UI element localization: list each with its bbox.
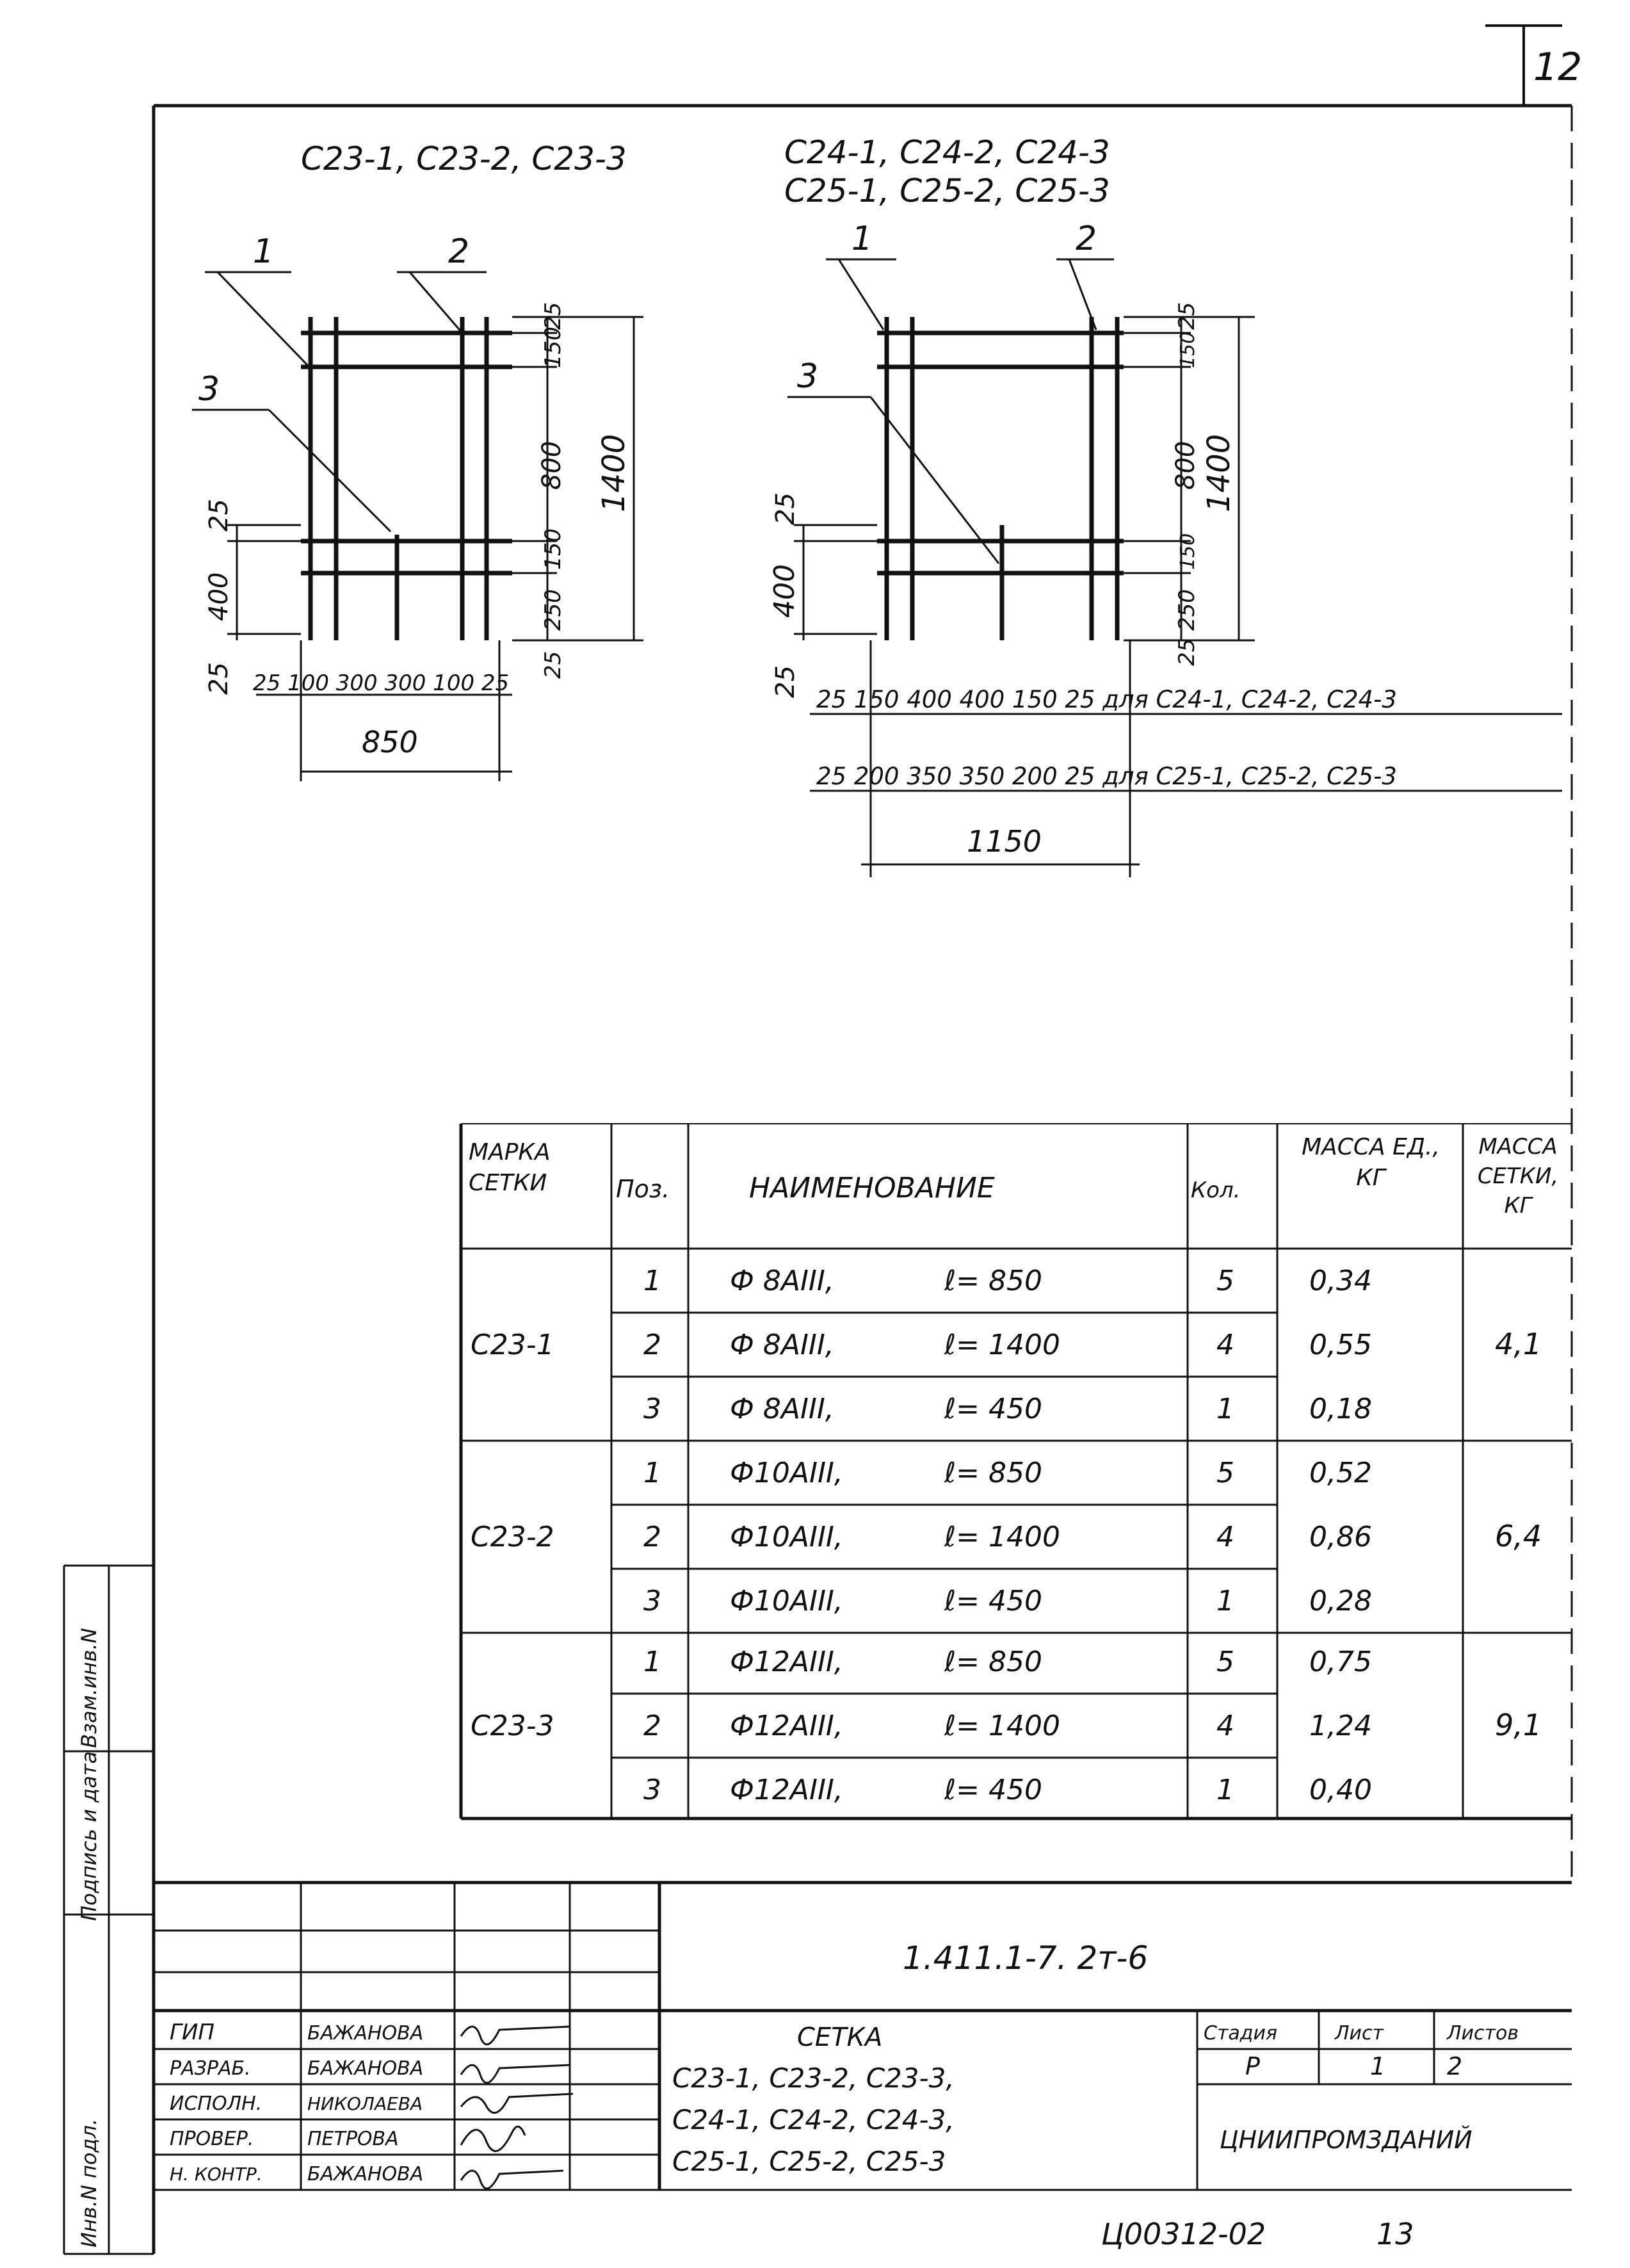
tb-doc-line: С24-1, С24-2, С24-3, — [672, 2104, 955, 2135]
tb-sheets-label: Листов — [1447, 2022, 1519, 2045]
table-pos: 3 — [643, 1774, 661, 1806]
pos-label-1-left: 1 — [253, 232, 275, 271]
table-qty: 1 — [1216, 1774, 1234, 1806]
pos-label-1-right: 1 — [851, 220, 873, 258]
header-total-mass: МАССА СЕТКИ, КГ — [1477, 1134, 1559, 1219]
tb-role: РАЗРАБ. — [170, 2057, 251, 2080]
pos-label-2-left: 2 — [448, 232, 470, 271]
table-pos: 2 — [643, 1710, 661, 1742]
tb-name: БАЖАНОВА — [307, 2022, 424, 2045]
table-mass: 1,24 — [1309, 1710, 1372, 1742]
header-name: НАИМЕНОВАНИЕ — [749, 1172, 995, 1204]
table-mass: 0,18 — [1309, 1393, 1372, 1425]
tb-sheet: 1 — [1370, 2052, 1386, 2080]
footer-page: 13 — [1376, 2217, 1414, 2251]
left-dim-l0: 25 — [204, 499, 234, 531]
table-mark: С23-3 — [471, 1710, 554, 1742]
table-len: ℓ= 450 — [944, 1585, 1043, 1617]
table-qty: 5 — [1216, 1265, 1234, 1297]
tb-name: ПЕТРОВА — [307, 2128, 399, 2150]
table-qty: 4 — [1216, 1521, 1234, 1553]
left-dim-r5: 25 — [540, 651, 566, 679]
right-dim-chain-1: 25 150 400 400 150 25 для С24-1, С24-2, С24-3 — [816, 686, 1397, 713]
left-dim-r4: 250 — [540, 589, 566, 631]
left-dim-bottom-chain: 25 100 300 300 100 25 — [253, 670, 510, 696]
right-dim-r1: 150 — [1177, 331, 1199, 368]
pos-label-3-right: 3 — [797, 357, 819, 396]
tb-organization: ЦНИИПРОМЗДАНИЙ — [1220, 2126, 1473, 2154]
table-len: ℓ= 450 — [944, 1774, 1043, 1806]
table-pos: 1 — [643, 1646, 661, 1678]
right-dim-chain-2: 25 200 350 350 200 25 для С25-1, С25-2, С25-3 — [816, 763, 1397, 790]
tb-sheets: 2 — [1447, 2052, 1463, 2080]
side-stamp-inv: Инв.N подл. — [77, 2118, 101, 2248]
left-dim-r2: 800 — [537, 441, 567, 490]
table-pos: 2 — [643, 1521, 661, 1553]
table-mass: 0,55 — [1309, 1329, 1372, 1361]
tb-role: ПРОВЕР. — [170, 2128, 254, 2150]
table-pos: 3 — [643, 1393, 661, 1425]
pos-label-3-left: 3 — [198, 370, 220, 409]
left-dim-r3: 150 — [540, 528, 566, 570]
tb-name: БАЖАНОВА — [307, 2057, 424, 2080]
table-pos: 2 — [643, 1329, 661, 1361]
table-qty: 5 — [1216, 1457, 1234, 1489]
table-mass: 0,86 — [1309, 1521, 1372, 1553]
tb-doc-line: С23-1, С23-2, С23-3, — [672, 2062, 955, 2094]
tb-name: БАЖАНОВА — [307, 2163, 424, 2185]
right-dim-total-height: 1400 — [1201, 433, 1237, 512]
right-dim-r2: 800 — [1171, 441, 1200, 490]
left-dim-r1: 150 — [540, 327, 566, 368]
right-dim-r0: 25 — [1174, 302, 1200, 330]
tb-stage: Р — [1245, 2052, 1260, 2080]
table-name: Ф10АIII, — [730, 1521, 843, 1553]
table-name: Ф 8АIII, — [730, 1393, 834, 1425]
right-drawing-title-2: С25-1, С25-2, С25-3 — [784, 172, 1110, 209]
side-stamp-replace: Взам.инв.N — [77, 1628, 101, 1748]
table-pos: 1 — [643, 1457, 661, 1489]
sheet-number: 12 — [1533, 45, 1583, 90]
table-mass: 0,52 — [1309, 1457, 1372, 1489]
footer-code: Ц00312-02 — [1101, 2217, 1266, 2251]
right-dim-total-width: 1150 — [967, 824, 1042, 859]
table-len: ℓ= 850 — [944, 1646, 1043, 1678]
right-dim-l0: 25 — [771, 492, 800, 525]
table-pos: 1 — [643, 1265, 661, 1297]
table-total: 6,4 — [1495, 1519, 1542, 1553]
table-name: Ф12АIII, — [730, 1710, 843, 1742]
table-mass: 0,28 — [1309, 1585, 1372, 1617]
left-dim-l2: 25 — [204, 662, 234, 695]
tb-sheet-label: Лист — [1335, 2022, 1384, 2045]
header-mark: МАРКА СЕТКИ — [469, 1139, 551, 1196]
table-qty: 5 — [1216, 1646, 1234, 1678]
table-mass: 0,40 — [1309, 1774, 1372, 1806]
document-code: 1.411.1-7. 2т-6 — [903, 1940, 1149, 1977]
tb-doc-line: С25-1, С25-2, С25-3 — [672, 2146, 946, 2177]
left-drawing-title: С23-1, С23-2, С23-3 — [301, 140, 627, 177]
table-total: 4,1 — [1495, 1327, 1542, 1361]
left-dim-total-width: 850 — [362, 725, 418, 759]
left-dim-r0: 25 — [540, 302, 566, 330]
table-len: ℓ= 1400 — [944, 1521, 1061, 1553]
table-len: ℓ= 450 — [944, 1393, 1043, 1425]
right-dim-r3: 150 — [1177, 533, 1199, 570]
table-len: ℓ= 850 — [944, 1457, 1043, 1489]
table-len: ℓ= 1400 — [944, 1710, 1061, 1742]
right-drawing-title-1: С24-1, С24-2, С24-3 — [784, 134, 1110, 171]
tb-stage-label: Стадия — [1204, 2022, 1278, 2045]
table-pos: 3 — [643, 1585, 661, 1617]
table-mark: С23-1 — [471, 1329, 554, 1361]
right-dim-r5: 25 — [1174, 638, 1200, 666]
left-dim-total-height: 1400 — [596, 433, 632, 512]
tb-role: ИСПОЛН. — [170, 2093, 262, 2115]
header-pos: Поз. — [616, 1175, 670, 1203]
right-dim-l1: 400 — [768, 564, 801, 618]
table-name: Ф10АIII, — [730, 1457, 843, 1489]
table-name: Ф10АIII, — [730, 1585, 843, 1617]
table-qty: 1 — [1216, 1393, 1234, 1425]
table-name: Ф 8АIII, — [730, 1329, 834, 1361]
left-dim-l1: 400 — [204, 572, 234, 621]
table-mass: 0,34 — [1309, 1265, 1372, 1297]
side-stamp-sign: Подпись и дата — [77, 1751, 101, 1921]
tb-doc-title: СЕТКА — [797, 2023, 883, 2052]
table-qty: 4 — [1216, 1710, 1234, 1742]
table-name: Ф12АIII, — [730, 1646, 843, 1678]
table-len: ℓ= 1400 — [944, 1329, 1061, 1361]
table-len: ℓ= 850 — [944, 1265, 1043, 1297]
table-qty: 4 — [1216, 1329, 1234, 1361]
right-dim-l2: 25 — [771, 665, 800, 698]
tb-role: Н. КОНТР. — [170, 2164, 262, 2185]
tb-name: НИКОЛАЕВА — [307, 2093, 423, 2114]
table-mark: С23-2 — [471, 1521, 554, 1553]
table-name: Ф12АIII, — [730, 1774, 843, 1806]
header-unit-mass: МАССА ЕД., КГ — [1302, 1134, 1440, 1191]
table-name: Ф 8АIII, — [730, 1265, 834, 1297]
table-total: 9,1 — [1495, 1708, 1542, 1742]
header-qty: Кол. — [1191, 1178, 1241, 1203]
right-dim-r4: 250 — [1174, 589, 1200, 631]
table-mass: 0,75 — [1309, 1646, 1372, 1678]
tb-role: ГИП — [170, 2020, 214, 2045]
pos-label-2-right: 2 — [1076, 220, 1097, 258]
table-qty: 1 — [1216, 1585, 1234, 1617]
